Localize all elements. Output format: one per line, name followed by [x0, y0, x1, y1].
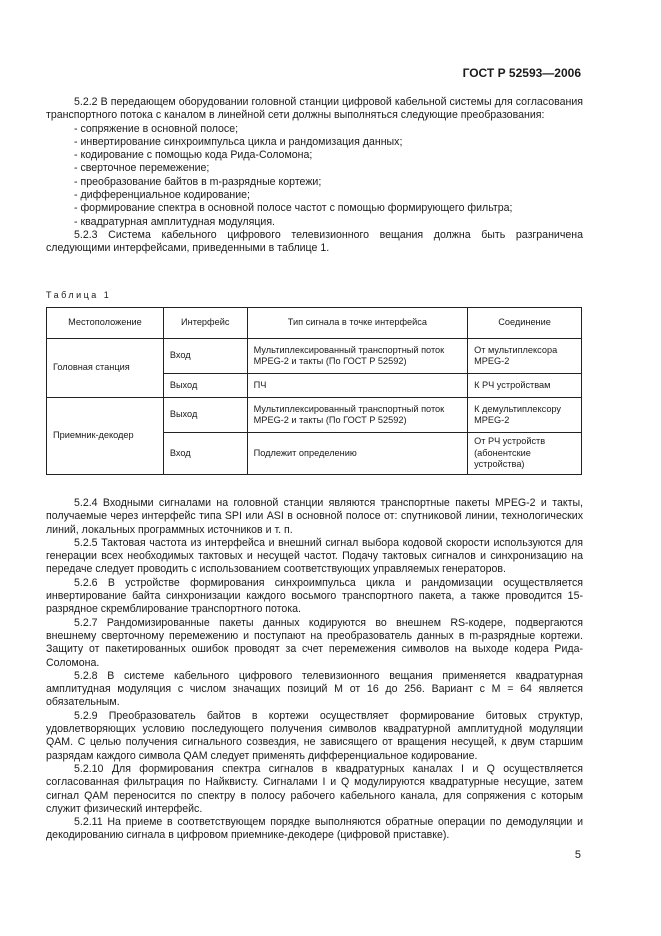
interface-cell: Выход — [163, 374, 247, 398]
interface-cell: Вход — [163, 339, 247, 374]
location-cell: Приемник-декодер — [47, 398, 164, 475]
paragraph: 5.2.9 Преобразователь байтов в кортежи осуществляет формирование битовых структур, удовлетворяющих условию последующего получения символов квадратурной амплитудной модуляции QAM. С целью получения сигнального созвездия, не зависящего от вращения несущей, к двум старшим разрядам каждого символа QAM следует применять дифференциальное кодирование. — [46, 709, 583, 762]
paragraph: 5.2.5 Тактовая частота из интерфейса и внешний сигнал выбора кодовой скорости используются для генерации всех необходимых тактовых и несущей частот. Подачу тактовых сигналов и синхронизацию на передаче следует проводить с использованием соответствующих управляемых генераторов. — [46, 536, 583, 576]
paragraph: 5.2.7 Рандомизированные пакеты данных кодируются во внешнем RS-кодере, подвергаются внешнему сверточному перемежению и поступают на преобразователь данных в m-разрядные кортежи. Защиту от пакетированных ошибок проводят за счет перемежения символов на выходе кодера Рида-Соломона. — [46, 616, 583, 669]
paragraph: 5.2.8 В системе кабельного цифрового телевизионного вещания применяется квадратурная амплитудная модуляция с числом значащих позиций M от 16 до 256. Вариант с M = 64 является обязательным. — [46, 669, 583, 709]
list-item: - кодирование с помощью кода Рида-Соломона; — [74, 149, 313, 162]
table-header-cell: Местоположение — [47, 308, 164, 339]
interface-cell: Вход — [163, 433, 247, 475]
conversion-list — [74, 123, 583, 229]
list-item: - инвертирование синхроимпульса цикла и рандомизация данных; — [74, 135, 403, 148]
list-item: - дифференциальное кодирование; — [74, 189, 250, 202]
table-header-cell: Интерфейс — [163, 308, 247, 339]
sections-5-2-4-to-5-2-11 — [46, 497, 583, 843]
paragraph: 5.2.10 Для формирования спектра сигналов в квадратурных каналах I и Q осуществляется согласованная фильтрация по Найквисту. Сигналами I и Q модулируются квадратурные несущие, затем сигнал QAM переносится по спектру в полосу рабочего кабельного канала, для сопряжения с которым служит физический интерфейс. — [46, 762, 583, 815]
interface-cell: Выход — [163, 398, 247, 433]
list-item: - преобразование байтов в m-разрядные кортежи; — [74, 175, 322, 188]
signal-cell: ПЧ — [247, 374, 467, 398]
paragraph: 5.2.4 Входными сигналами на головной станции являются транспортные пакеты MPEG-2 и такты, получаемые через интерфейс типа SPI или ASI в основной полосе от: спутниковой линии, технологических линий, локальных программных источников и т. п. — [46, 497, 583, 536]
paragraph: 5.2.11 На приеме в соответствующем порядке выполняются обратные операции по демодуляции и декодированию сигнала в цифровом приемнике-декодере (цифровой приставке). — [46, 816, 583, 842]
connection-cell: От РЧ устройств (абонентские устройства) — [468, 433, 582, 475]
section-5-2-3: 5.2.3 Система кабельного цифрового телевизионного вещания должна быть разграничена следующими интерфейсами, приведенными в таблице 1. — [46, 228, 583, 255]
signal-cell: Подлежит определению — [247, 433, 467, 475]
signal-cell: Мультиплексированный транспортный поток MPEG-2 и такты (По ГОСТ Р 52592) — [247, 398, 467, 433]
list-item: - квадратурная амплитудная модуляция. — [74, 215, 276, 228]
interfaces-table — [46, 307, 582, 475]
table-header-cell: Тип сигнала в точке интерфейса — [247, 308, 467, 339]
list-item: - формирование спектра в основной полосе частот с помощью формирующего фильтра; — [74, 202, 513, 215]
table-header-row — [47, 308, 582, 339]
table-header-cell: Соединение — [468, 308, 582, 339]
list-item: - сверточное перемежение; — [74, 162, 210, 175]
section-5-2-2-intro: 5.2.2 В передающем оборудовании головной станции цифровой кабельной системы для согласования транспортного потока с каналом в линейной сети должны выполняться следующие преобразования: — [46, 96, 583, 122]
paragraph: 5.2.6 В устройстве формирования синхроимпульса цикла и рандомизации осуществляется инвертирование байта синхронизации каждого восьмого транспортного пакета, а также проводится 15-разрядное скремблирование транспортного потока. — [46, 576, 583, 616]
section-5-2-2 — [46, 96, 583, 256]
table-row — [47, 339, 582, 374]
connection-cell: К РЧ устройствам — [468, 374, 582, 398]
table-caption: Таблица 1 — [46, 290, 112, 300]
connection-cell: К демультиплексору MPEG-2 — [468, 398, 582, 433]
signal-cell: Мультиплексированный транспортный поток MPEG-2 и такты (По ГОСТ Р 52592) — [247, 339, 467, 374]
page-number: 5 — [574, 849, 581, 861]
location-cell: Головная станция — [47, 339, 164, 398]
document-header: ГОСТ Р 52593—2006 — [462, 66, 581, 80]
table-row — [47, 398, 582, 433]
list-item: - сопряжение в основной полосе; — [74, 122, 239, 135]
connection-cell: От мультиплексора MPEG-2 — [468, 339, 582, 374]
